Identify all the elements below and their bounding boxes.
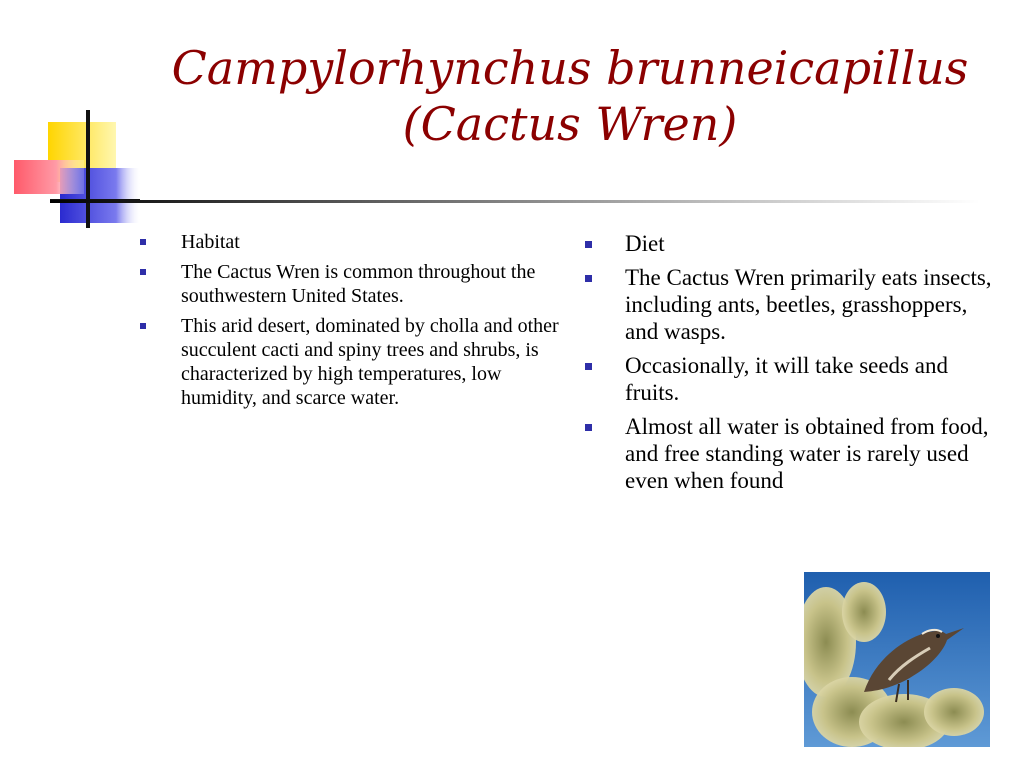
list-item-text: Occasionally, it will take seeds and fruits. <box>625 353 948 405</box>
list-item <box>140 230 560 254</box>
list-item <box>140 314 560 410</box>
slide-title <box>140 40 1000 152</box>
list-item <box>585 352 1000 406</box>
square-bullet-icon <box>585 424 592 431</box>
square-bullet-icon <box>140 269 146 275</box>
list-item-text: This arid desert, dominated by cholla and other succulent cacti and spiny trees and shrubs, is characterized by high temperatures, low humidity, and scarce water. <box>181 315 559 409</box>
list-item-text: The Cactus Wren is common throughout the southwestern United States. <box>181 261 536 307</box>
title-line-common-name: (Cactus Wren) <box>402 97 738 151</box>
list-item-text: Habitat <box>181 231 240 253</box>
square-bullet-icon <box>585 275 592 282</box>
diet-bullet-list <box>585 230 1000 501</box>
list-item <box>585 230 1000 257</box>
square-bullet-icon <box>585 363 592 370</box>
title-divider <box>50 200 980 203</box>
square-bullet-icon <box>585 241 592 248</box>
decorative-squares-graphic <box>0 0 150 240</box>
list-item-text: Almost all water is obtained from food, and free standing water is rarely used even when found <box>625 414 989 493</box>
list-item <box>585 264 1000 345</box>
title-line-scientific-name: Campylorhynchus brunneicapillus <box>171 41 969 95</box>
list-item-text: Diet <box>625 231 665 256</box>
square-bullet-icon <box>140 239 146 245</box>
square-bullet-icon <box>140 323 146 329</box>
cactus-wren-photo <box>804 572 990 747</box>
list-item-text: The Cactus Wren primarily eats insects, including ants, beetles, grasshoppers, and wasps. <box>625 265 992 344</box>
list-item <box>140 260 560 308</box>
list-item <box>585 413 1000 494</box>
habitat-bullet-list <box>140 230 560 416</box>
